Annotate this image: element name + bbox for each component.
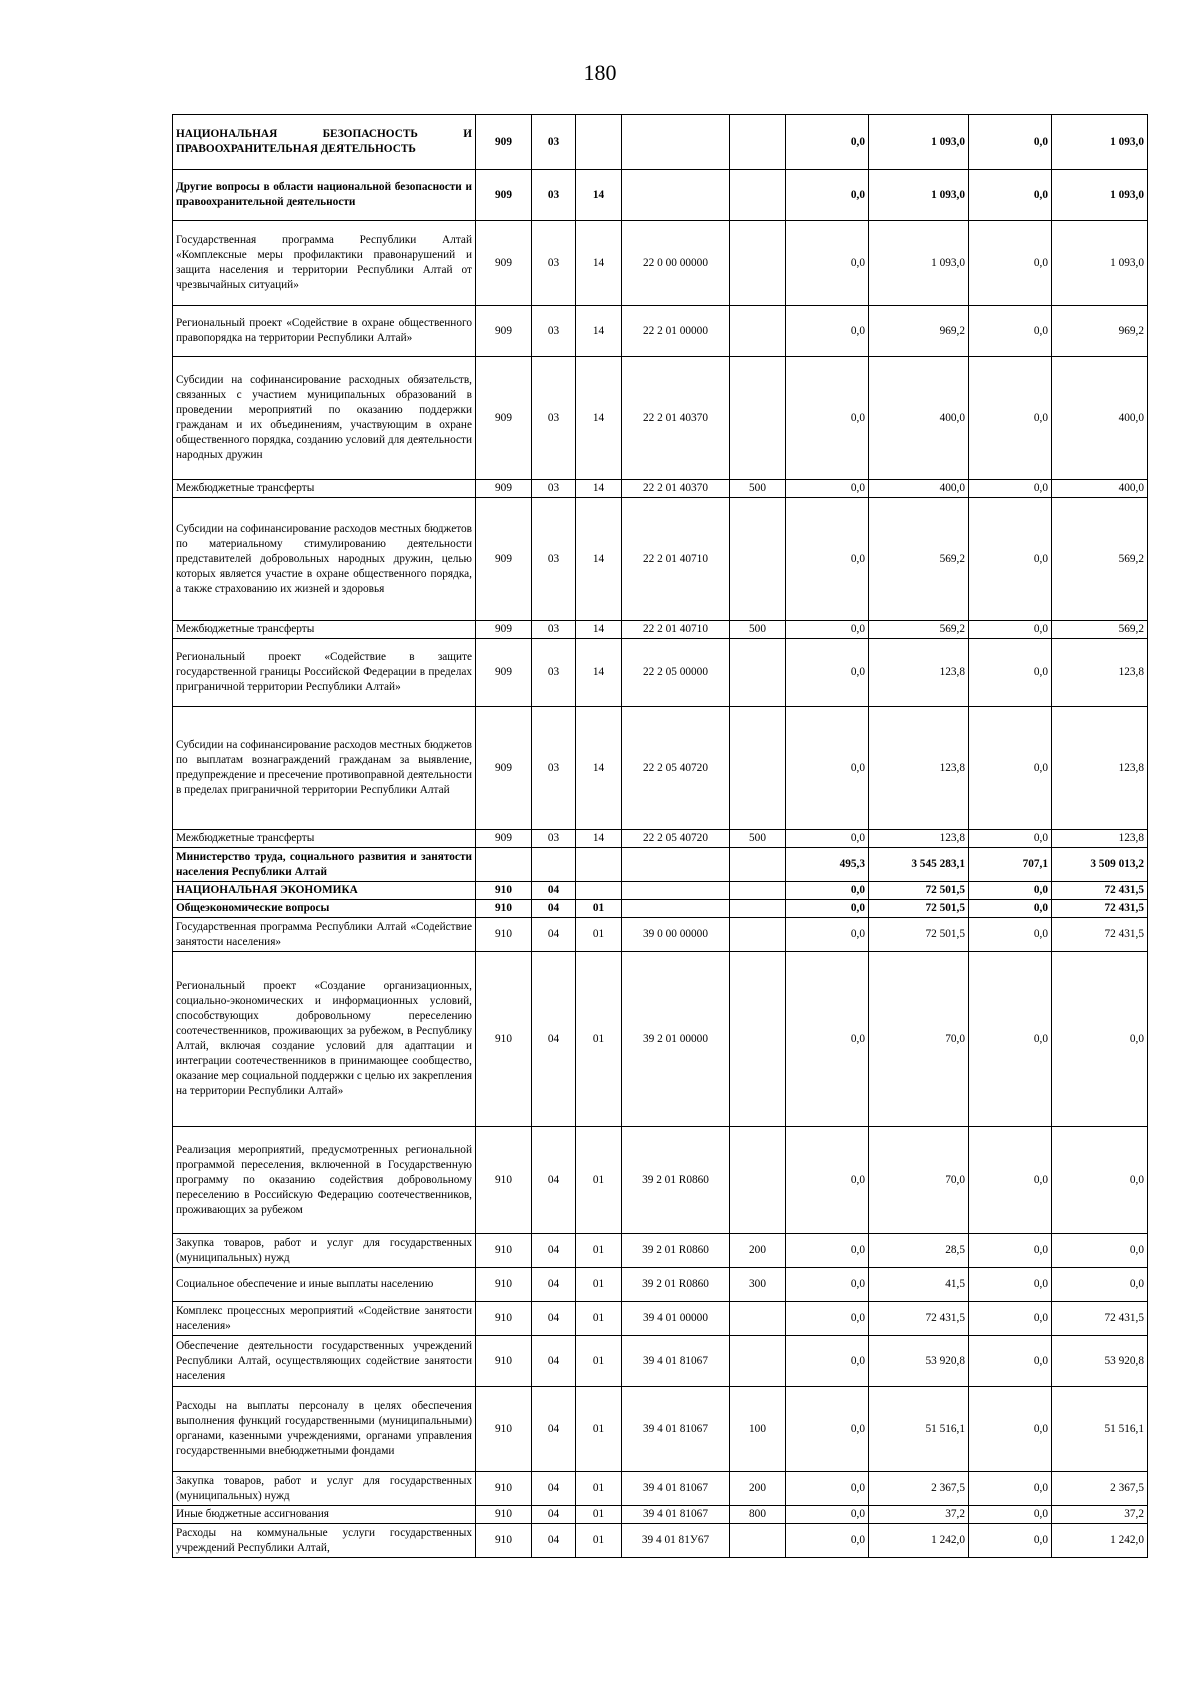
expense-type-cell: [730, 221, 786, 306]
ministry-code-cell: 910: [476, 1336, 532, 1387]
amount-3-cell: 0,0: [969, 170, 1052, 221]
amount-2-cell: 1 093,0: [869, 170, 969, 221]
target-article-cell: [622, 170, 730, 221]
amount-3-cell: 0,0: [969, 900, 1052, 918]
subsection-code-cell: 01: [576, 1524, 622, 1558]
expense-type-cell: [730, 900, 786, 918]
amount-4-cell: 1 093,0: [1052, 221, 1148, 306]
amount-2-cell: 1 093,0: [869, 115, 969, 170]
section-code-cell: 03: [532, 498, 576, 621]
ministry-code-cell: 909: [476, 480, 532, 498]
amount-4-cell: 72 431,5: [1052, 882, 1148, 900]
table-row: [173, 498, 1148, 621]
amount-1-cell: 0,0: [786, 1302, 869, 1336]
amount-2-cell: 72 431,5: [869, 1302, 969, 1336]
amount-2-cell: 72 501,5: [869, 918, 969, 952]
subsection-code-cell: 14: [576, 639, 622, 707]
expense-type-cell: [730, 848, 786, 882]
amount-4-cell: 0,0: [1052, 1234, 1148, 1268]
subsection-code-cell: 01: [576, 1472, 622, 1506]
subsection-code-cell: 14: [576, 830, 622, 848]
amount-3-cell: 0,0: [969, 115, 1052, 170]
table-row: [173, 882, 1148, 900]
amount-3-cell: 0,0: [969, 1506, 1052, 1524]
amount-1-cell: 0,0: [786, 918, 869, 952]
row-name-cell: Субсидии на софинансирование расходов местных бюджетов по материальному стимулированию деятельности представителей добровольных народных дружин, целью которых является участие в охране общественного порядка, а также страхованию их жизней и здоровья: [173, 498, 476, 621]
table-row: [173, 900, 1148, 918]
target-article-cell: 22 2 05 40720: [622, 707, 730, 830]
subsection-code-cell: 14: [576, 221, 622, 306]
ministry-code-cell: 910: [476, 1268, 532, 1302]
amount-2-cell: 400,0: [869, 357, 969, 480]
expense-type-cell: [730, 1336, 786, 1387]
amount-4-cell: 37,2: [1052, 1506, 1148, 1524]
amount-2-cell: 70,0: [869, 952, 969, 1127]
subsection-code-cell: 01: [576, 1506, 622, 1524]
amount-4-cell: 0,0: [1052, 1268, 1148, 1302]
row-name-cell: Другие вопросы в области национальной безопасности и правоохранительной деятельности: [173, 170, 476, 221]
target-article-cell: 39 4 01 00000: [622, 1302, 730, 1336]
target-article-cell: 22 2 05 00000: [622, 639, 730, 707]
amount-1-cell: 0,0: [786, 952, 869, 1127]
target-article-cell: 39 4 01 81У67: [622, 1524, 730, 1558]
amount-3-cell: 0,0: [969, 952, 1052, 1127]
target-article-cell: 39 4 01 81067: [622, 1336, 730, 1387]
amount-3-cell: 0,0: [969, 357, 1052, 480]
amount-2-cell: 72 501,5: [869, 900, 969, 918]
row-name-cell: Региональный проект «Содействие в охране общественного правопорядка на территории Республики Алтай»: [173, 306, 476, 357]
amount-2-cell: 400,0: [869, 480, 969, 498]
amount-1-cell: 0,0: [786, 882, 869, 900]
ministry-code-cell: 909: [476, 621, 532, 639]
amount-1-cell: 0,0: [786, 1387, 869, 1472]
row-name-cell: Комплекс процессных мероприятий «Содействие занятости населения»: [173, 1302, 476, 1336]
ministry-code-cell: 910: [476, 918, 532, 952]
amount-1-cell: 0,0: [786, 1506, 869, 1524]
expense-type-cell: 200: [730, 1234, 786, 1268]
row-name-cell: Министерство труда, социального развития и занятости населения Республики Алтай: [173, 848, 476, 882]
expense-type-cell: [730, 639, 786, 707]
expense-type-cell: 500: [730, 621, 786, 639]
table-row: [173, 639, 1148, 707]
row-name-cell: Реализация мероприятий, предусмотренных региональной программой переселения, включенной в Государственную программу по оказанию содействия добровольному переселению в Российскую Федерацию соотечественников, проживающих за рубежом: [173, 1127, 476, 1234]
amount-1-cell: 0,0: [786, 1336, 869, 1387]
section-code-cell: 04: [532, 1472, 576, 1506]
ministry-code-cell: 909: [476, 639, 532, 707]
amount-2-cell: 569,2: [869, 498, 969, 621]
amount-2-cell: 123,8: [869, 639, 969, 707]
amount-1-cell: 0,0: [786, 707, 869, 830]
expense-type-cell: [730, 1127, 786, 1234]
amount-3-cell: 0,0: [969, 1127, 1052, 1234]
amount-4-cell: 400,0: [1052, 480, 1148, 498]
amount-2-cell: 3 545 283,1: [869, 848, 969, 882]
section-code-cell: 03: [532, 480, 576, 498]
table-row: [173, 848, 1148, 882]
subsection-code-cell: [576, 882, 622, 900]
ministry-code-cell: 909: [476, 707, 532, 830]
row-name-cell: НАЦИОНАЛЬНАЯ ЭКОНОМИКА: [173, 882, 476, 900]
subsection-code-cell: 01: [576, 1336, 622, 1387]
amount-4-cell: 969,2: [1052, 306, 1148, 357]
row-name-cell: Социальное обеспечение и иные выплаты населению: [173, 1268, 476, 1302]
ministry-code-cell: 909: [476, 115, 532, 170]
row-name-cell: НАЦИОНАЛЬНАЯ БЕЗОПАСНОСТЬ И ПРАВООХРАНИТЕЛЬНАЯ ДЕЯТЕЛЬНОСТЬ: [173, 115, 476, 170]
amount-2-cell: 51 516,1: [869, 1387, 969, 1472]
expense-type-cell: [730, 1302, 786, 1336]
target-article-cell: 39 2 01 00000: [622, 952, 730, 1127]
amount-1-cell: 0,0: [786, 170, 869, 221]
target-article-cell: 22 2 01 00000: [622, 306, 730, 357]
expense-type-cell: [730, 1524, 786, 1558]
subsection-code-cell: 14: [576, 498, 622, 621]
amount-3-cell: 0,0: [969, 1302, 1052, 1336]
subsection-code-cell: 01: [576, 1127, 622, 1234]
amount-3-cell: 0,0: [969, 918, 1052, 952]
subsection-code-cell: 01: [576, 1302, 622, 1336]
target-article-cell: [622, 882, 730, 900]
amount-3-cell: 0,0: [969, 480, 1052, 498]
table-row: [173, 707, 1148, 830]
section-code-cell: 03: [532, 170, 576, 221]
ministry-code-cell: 909: [476, 357, 532, 480]
section-code-cell: 04: [532, 900, 576, 918]
section-code-cell: 04: [532, 1387, 576, 1472]
ministry-code-cell: 910: [476, 882, 532, 900]
amount-3-cell: 0,0: [969, 1268, 1052, 1302]
table-row: [173, 1234, 1148, 1268]
amount-2-cell: 28,5: [869, 1234, 969, 1268]
target-article-cell: [622, 115, 730, 170]
subsection-code-cell: 01: [576, 1234, 622, 1268]
target-article-cell: 22 0 00 00000: [622, 221, 730, 306]
target-article-cell: 22 2 05 40720: [622, 830, 730, 848]
amount-1-cell: 0,0: [786, 115, 869, 170]
amount-4-cell: 123,8: [1052, 830, 1148, 848]
subsection-code-cell: 14: [576, 357, 622, 480]
amount-1-cell: 0,0: [786, 1234, 869, 1268]
amount-1-cell: 0,0: [786, 1127, 869, 1234]
table-row: [173, 221, 1148, 306]
table-body: [173, 115, 1148, 1558]
ministry-code-cell: 910: [476, 1387, 532, 1472]
section-code-cell: 04: [532, 1302, 576, 1336]
expense-type-cell: [730, 707, 786, 830]
table-row: [173, 918, 1148, 952]
amount-3-cell: 0,0: [969, 639, 1052, 707]
subsection-code-cell: [576, 848, 622, 882]
target-article-cell: 22 2 01 40710: [622, 498, 730, 621]
amount-2-cell: 70,0: [869, 1127, 969, 1234]
expense-type-cell: [730, 918, 786, 952]
amount-1-cell: 0,0: [786, 621, 869, 639]
section-code-cell: 04: [532, 1506, 576, 1524]
amount-2-cell: 969,2: [869, 306, 969, 357]
amount-4-cell: 3 509 013,2: [1052, 848, 1148, 882]
amount-2-cell: 53 920,8: [869, 1336, 969, 1387]
amount-2-cell: 1 242,0: [869, 1524, 969, 1558]
amount-4-cell: 72 431,5: [1052, 900, 1148, 918]
amount-4-cell: 569,2: [1052, 621, 1148, 639]
ministry-code-cell: 910: [476, 1524, 532, 1558]
table-row: [173, 1387, 1148, 1472]
row-name-cell: Расходы на выплаты персоналу в целях обеспечения выполнения функций государственными (муниципальными) органами, казенными учреждениями, органами управления государственными внебюджетными фондами: [173, 1387, 476, 1472]
subsection-code-cell: 01: [576, 1387, 622, 1472]
target-article-cell: 39 4 01 81067: [622, 1506, 730, 1524]
amount-3-cell: 0,0: [969, 1472, 1052, 1506]
row-name-cell: Государственная программа Республики Алтай «Содействие занятости населения»: [173, 918, 476, 952]
section-code-cell: 03: [532, 830, 576, 848]
amount-1-cell: 495,3: [786, 848, 869, 882]
amount-1-cell: 0,0: [786, 221, 869, 306]
table-row: [173, 115, 1148, 170]
amount-3-cell: 0,0: [969, 1336, 1052, 1387]
section-code-cell: 04: [532, 1234, 576, 1268]
amount-2-cell: 37,2: [869, 1506, 969, 1524]
row-name-cell: Субсидии на софинансирование расходов местных бюджетов по выплатам вознаграждений гражданам за выявление, предупреждение и пресечение противоправной деятельности в пределах приграничной территории Республики Алтай: [173, 707, 476, 830]
row-name-cell: Региональный проект «Создание организационных, социально-экономических и информационных условий, способствующих добровольному переселению соотечественников, проживающих за рубежом, в Республику Алтай, включая создание условий для адаптации и интеграции соотечественников в принимающее сообщество, оказание мер социальной поддержки с целью их закрепления на территории Республики Алтай»: [173, 952, 476, 1127]
section-code-cell: 04: [532, 1524, 576, 1558]
amount-2-cell: 123,8: [869, 830, 969, 848]
target-article-cell: 39 4 01 81067: [622, 1472, 730, 1506]
expense-type-cell: 200: [730, 1472, 786, 1506]
table-row: [173, 1524, 1148, 1558]
amount-4-cell: 72 431,5: [1052, 1302, 1148, 1336]
subsection-code-cell: 14: [576, 306, 622, 357]
ministry-code-cell: 909: [476, 498, 532, 621]
target-article-cell: 39 2 01 R0860: [622, 1234, 730, 1268]
expense-type-cell: 500: [730, 480, 786, 498]
row-name-cell: Межбюджетные трансферты: [173, 830, 476, 848]
target-article-cell: 39 2 01 R0860: [622, 1268, 730, 1302]
amount-1-cell: 0,0: [786, 357, 869, 480]
section-code-cell: 03: [532, 115, 576, 170]
expense-type-cell: 100: [730, 1387, 786, 1472]
target-article-cell: [622, 900, 730, 918]
row-name-cell: Обеспечение деятельности государственных учреждений Республики Алтай, осуществляющих содействие занятости населения: [173, 1336, 476, 1387]
amount-1-cell: 0,0: [786, 306, 869, 357]
amount-1-cell: 0,0: [786, 900, 869, 918]
expense-type-cell: 800: [730, 1506, 786, 1524]
amount-2-cell: 2 367,5: [869, 1472, 969, 1506]
amount-4-cell: 123,8: [1052, 639, 1148, 707]
amount-4-cell: 53 920,8: [1052, 1336, 1148, 1387]
row-name-cell: Иные бюджетные ассигнования: [173, 1506, 476, 1524]
ministry-code-cell: 910: [476, 1127, 532, 1234]
section-code-cell: 03: [532, 357, 576, 480]
target-article-cell: 39 4 01 81067: [622, 1387, 730, 1472]
table-row: [173, 1127, 1148, 1234]
ministry-code-cell: 910: [476, 900, 532, 918]
row-name-cell: Государственная программа Республики Алтай «Комплексные меры профилактики правонарушений и защита населения и территории Республики Алтай от чрезвычайных ситуаций»: [173, 221, 476, 306]
table-row: [173, 830, 1148, 848]
amount-1-cell: 0,0: [786, 1268, 869, 1302]
expense-type-cell: [730, 357, 786, 480]
ministry-code-cell: 910: [476, 1472, 532, 1506]
row-name-cell: Региональный проект «Содействие в защите государственной границы Российской Федерации в пределах приграничной территории Республики Алтай»: [173, 639, 476, 707]
expense-type-cell: [730, 170, 786, 221]
target-article-cell: 39 2 01 R0860: [622, 1127, 730, 1234]
table-row: [173, 952, 1148, 1127]
target-article-cell: 22 2 01 40370: [622, 480, 730, 498]
section-code-cell: 03: [532, 639, 576, 707]
amount-3-cell: 0,0: [969, 1234, 1052, 1268]
subsection-code-cell: [576, 115, 622, 170]
amount-3-cell: 0,0: [969, 621, 1052, 639]
amount-2-cell: 41,5: [869, 1268, 969, 1302]
subsection-code-cell: 14: [576, 170, 622, 221]
amount-2-cell: 569,2: [869, 621, 969, 639]
ministry-code-cell: 910: [476, 1302, 532, 1336]
amount-3-cell: 0,0: [969, 830, 1052, 848]
amount-1-cell: 0,0: [786, 480, 869, 498]
amount-3-cell: 0,0: [969, 306, 1052, 357]
expense-type-cell: 300: [730, 1268, 786, 1302]
section-code-cell: 04: [532, 918, 576, 952]
ministry-code-cell: 910: [476, 1506, 532, 1524]
section-code-cell: 03: [532, 221, 576, 306]
table-row: [173, 621, 1148, 639]
amount-3-cell: 0,0: [969, 1387, 1052, 1472]
section-code-cell: 03: [532, 306, 576, 357]
row-name-cell: Закупка товаров, работ и услуг для государственных (муниципальных) нужд: [173, 1472, 476, 1506]
amount-2-cell: 123,8: [869, 707, 969, 830]
amount-4-cell: 1 093,0: [1052, 115, 1148, 170]
table-row: [173, 480, 1148, 498]
ministry-code-cell: 909: [476, 306, 532, 357]
table-row: [173, 306, 1148, 357]
row-name-cell: Закупка товаров, работ и услуг для государственных (муниципальных) нужд: [173, 1234, 476, 1268]
target-article-cell: 39 0 00 00000: [622, 918, 730, 952]
section-code-cell: 03: [532, 621, 576, 639]
row-name-cell: Общеэкономические вопросы: [173, 900, 476, 918]
amount-2-cell: 72 501,5: [869, 882, 969, 900]
table-row: [173, 1506, 1148, 1524]
table-row: [173, 1268, 1148, 1302]
target-article-cell: [622, 848, 730, 882]
amount-3-cell: 0,0: [969, 707, 1052, 830]
expense-type-cell: [730, 882, 786, 900]
row-name-cell: Межбюджетные трансферты: [173, 621, 476, 639]
amount-4-cell: 0,0: [1052, 952, 1148, 1127]
subsection-code-cell: 01: [576, 1268, 622, 1302]
table-row: [173, 1302, 1148, 1336]
ministry-code-cell: [476, 848, 532, 882]
subsection-code-cell: 14: [576, 480, 622, 498]
amount-3-cell: 707,1: [969, 848, 1052, 882]
section-code-cell: 04: [532, 1127, 576, 1234]
amount-1-cell: 0,0: [786, 639, 869, 707]
section-code-cell: [532, 848, 576, 882]
ministry-code-cell: 909: [476, 830, 532, 848]
section-code-cell: 03: [532, 707, 576, 830]
budget-table: [172, 114, 1148, 1558]
amount-1-cell: 0,0: [786, 498, 869, 621]
expense-type-cell: 500: [730, 830, 786, 848]
table-row: [173, 1336, 1148, 1387]
subsection-code-cell: 01: [576, 952, 622, 1127]
section-code-cell: 04: [532, 1268, 576, 1302]
table-row: [173, 1472, 1148, 1506]
section-code-cell: 04: [532, 952, 576, 1127]
amount-3-cell: 0,0: [969, 882, 1052, 900]
target-article-cell: 22 2 01 40710: [622, 621, 730, 639]
page-number: 180: [583, 60, 617, 85]
table-row: [173, 357, 1148, 480]
expense-type-cell: [730, 498, 786, 621]
section-code-cell: 04: [532, 1336, 576, 1387]
subsection-code-cell: 14: [576, 707, 622, 830]
amount-4-cell: 1 093,0: [1052, 170, 1148, 221]
expense-type-cell: [730, 115, 786, 170]
table-row: [173, 170, 1148, 221]
expense-type-cell: [730, 952, 786, 1127]
amount-2-cell: 1 093,0: [869, 221, 969, 306]
ministry-code-cell: 910: [476, 952, 532, 1127]
amount-4-cell: 569,2: [1052, 498, 1148, 621]
row-name-cell: Субсидии на софинансирование расходных обязательств, связанных с участием муниципальных образований в проведении мероприятий по оказанию поддержки гражданам и их объединениям, участвующим в охране общественного порядка, созданию условий для деятельности народных дружин: [173, 357, 476, 480]
ministry-code-cell: 909: [476, 170, 532, 221]
section-code-cell: 04: [532, 882, 576, 900]
subsection-code-cell: 01: [576, 900, 622, 918]
amount-1-cell: 0,0: [786, 830, 869, 848]
amount-4-cell: 0,0: [1052, 1127, 1148, 1234]
amount-3-cell: 0,0: [969, 498, 1052, 621]
amount-1-cell: 0,0: [786, 1524, 869, 1558]
amount-4-cell: 51 516,1: [1052, 1387, 1148, 1472]
ministry-code-cell: 910: [476, 1234, 532, 1268]
expense-type-cell: [730, 306, 786, 357]
amount-4-cell: 2 367,5: [1052, 1472, 1148, 1506]
amount-4-cell: 400,0: [1052, 357, 1148, 480]
amount-4-cell: 1 242,0: [1052, 1524, 1148, 1558]
amount-4-cell: 72 431,5: [1052, 918, 1148, 952]
row-name-cell: Расходы на коммунальные услуги государственных учреждений Республики Алтай,: [173, 1524, 476, 1558]
subsection-code-cell: 01: [576, 918, 622, 952]
row-name-cell: Межбюджетные трансферты: [173, 480, 476, 498]
amount-1-cell: 0,0: [786, 1472, 869, 1506]
amount-4-cell: 123,8: [1052, 707, 1148, 830]
amount-3-cell: 0,0: [969, 221, 1052, 306]
amount-3-cell: 0,0: [969, 1524, 1052, 1558]
target-article-cell: 22 2 01 40370: [622, 357, 730, 480]
ministry-code-cell: 909: [476, 221, 532, 306]
subsection-code-cell: 14: [576, 621, 622, 639]
